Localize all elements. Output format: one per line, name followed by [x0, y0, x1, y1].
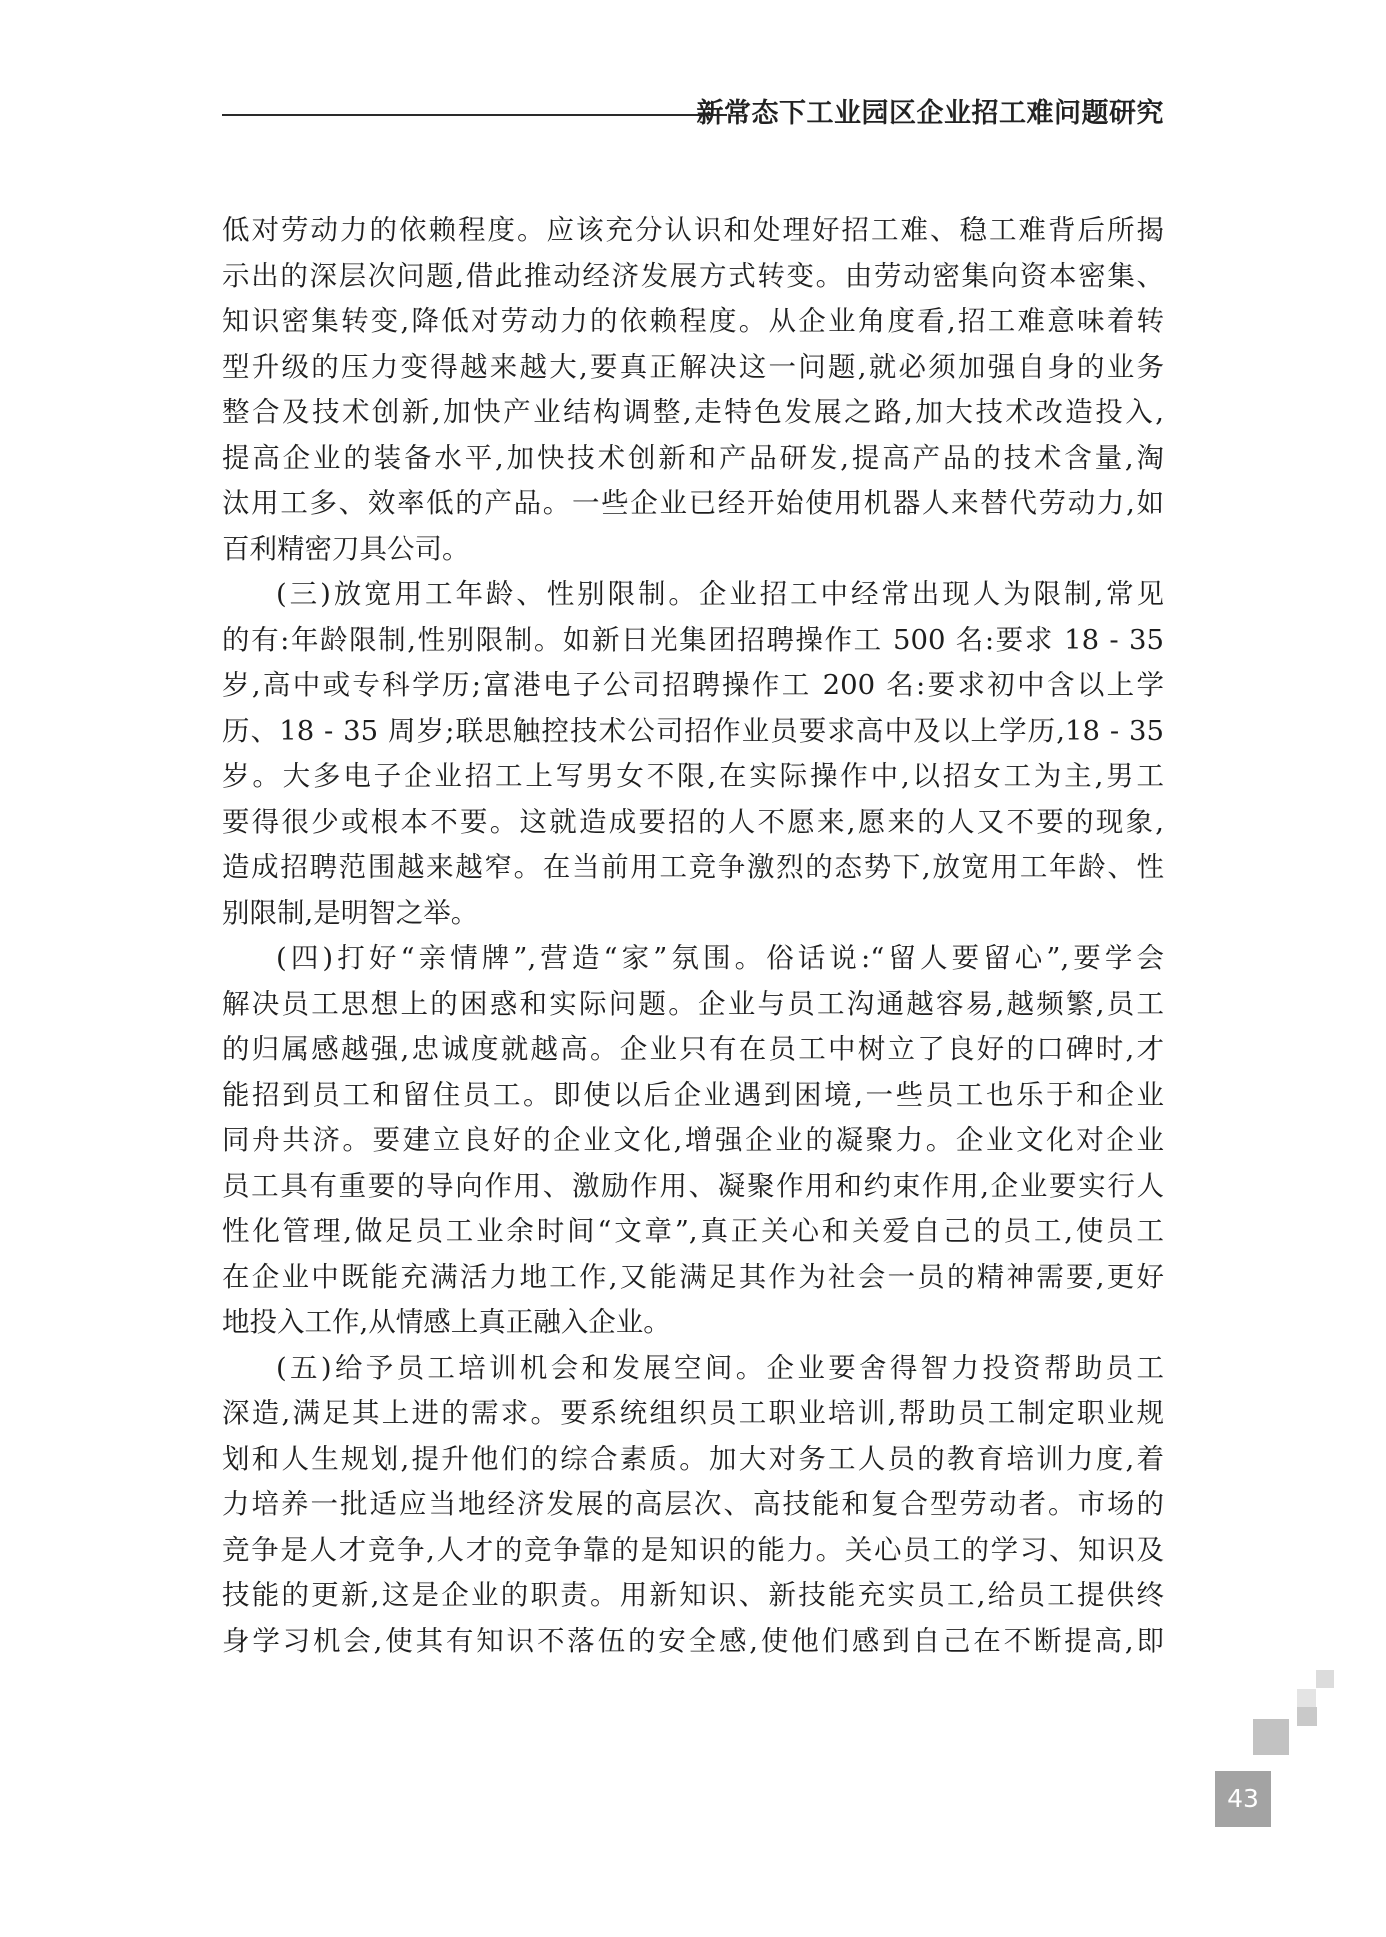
text-line: 技能的更新,这是企业的职责。用新知识、新技能充实员工,给员工提供终: [222, 1579, 1164, 1611]
text-line: 别限制,是明智之举。: [222, 896, 479, 929]
text-line: 员工具有重要的导向作用、激励作用、凝聚作用和约束作用,企业要实行人: [222, 1169, 1164, 1202]
text-line: 汰用工多、效率低的产品。一些企业已经开始使用机器人来替代劳动力,如: [222, 487, 1164, 519]
text-line: (五)给予员工培训机会和发展空间。企业要舍得智力投资帮助员工: [276, 1351, 1164, 1384]
text-line: 知识密集转变,降低对劳动力的依赖程度。从企业角度看,招工难意味着转: [222, 305, 1164, 337]
text-line: 划和人生规划,提升他们的综合素质。加大对务工人员的教育培训力度,着: [222, 1442, 1164, 1475]
text-line: 性化管理,做足员工业余时间“文章”,真正关心和关爱自己的员工,使员工: [222, 1215, 1164, 1247]
paragraph-3: [222, 936, 1164, 1346]
text-line: 要得很少或根本不要。这就造成要招的人不愿来,愿来的人又不要的现象,: [222, 805, 1164, 838]
text-line: 提高企业的装备水平,加快技术创新和产品研发,提高产品的技术含量,淘: [222, 441, 1164, 474]
text-line: 的有:年龄限制,性别限制。如新日光集团招聘操作工 500 名:要求 18 - 35: [222, 623, 1164, 656]
text-line: 竞争是人才竞争,人才的竞争靠的是知识的能力。关心员工的学习、知识及: [222, 1533, 1164, 1566]
text-line: 深造,满足其上进的需求。要系统组织员工职业培训,帮助员工制定职业规: [222, 1397, 1164, 1429]
text-line: 示出的深层次问题,借此推动经济发展方式转变。由劳动密集向资本密集、: [222, 259, 1164, 292]
page-number: 43: [1227, 1784, 1259, 1813]
body-text: [222, 208, 1164, 1664]
text-line: 身学习机会,使其有知识不落伍的安全感,使他们感到自己在不断提高,即: [222, 1624, 1164, 1657]
decorative-square: [1297, 1707, 1317, 1726]
paragraph-2: [222, 572, 1164, 936]
header-title: 新常态下工业园区企业招工难问题研究: [696, 98, 1164, 129]
decorative-square: [1297, 1689, 1316, 1708]
header-rule: [222, 114, 727, 116]
paragraph-4: [222, 1346, 1164, 1665]
text-line: (四)打好“亲情牌”,营造“家”氛围。俗话说:“留人要留心”,要学会: [276, 942, 1164, 974]
text-line: 的归属感越强,忠诚度就越高。企业只有在员工中树立了良好的口碑时,才: [222, 1033, 1164, 1065]
text-line: 解决员工思想上的困惑和实际问题。企业与员工沟通越容易,越频繁,员工: [222, 987, 1164, 1020]
page-number-box: [1215, 1771, 1271, 1827]
decorative-square: [1253, 1719, 1289, 1755]
text-line: 百利精密刀具公司。: [222, 532, 470, 565]
text-line: 同舟共济。要建立良好的企业文化,增强企业的凝聚力。企业文化对企业: [222, 1124, 1164, 1156]
text-line: 能招到员工和留住员工。即使以后企业遇到困境,一些员工也乐于和企业: [222, 1078, 1164, 1111]
running-header: [222, 95, 1164, 135]
paragraph-1: [222, 208, 1164, 572]
text-line: (三)放宽用工年龄、性别限制。企业招工中经常出现人为限制,常见: [276, 578, 1164, 610]
text-line: 型升级的压力变得越来越大,要真正解决这一问题,就必须加强自身的业务: [222, 350, 1164, 383]
text-line: 岁。大多电子企业招工上写男女不限,在实际操作中,以招女工为主,男工: [222, 760, 1164, 792]
text-line: 整合及技术创新,加快产业结构调整,走特色发展之路,加大技术改造投入,: [222, 396, 1164, 428]
text-line: 在企业中既能充满活力地工作,又能满足其作为社会一员的精神需要,更好: [222, 1260, 1164, 1293]
decorative-square: [1316, 1670, 1334, 1688]
text-line: 造成招聘范围越来越窄。在当前用工竞争激烈的态势下,放宽用工年龄、性: [222, 851, 1164, 883]
text-line: 低对劳动力的依赖程度。应该充分认识和处理好招工难、稳工难背后所揭: [222, 214, 1164, 246]
text-line: 历、18 - 35 周岁;联思触控技术公司招作业员要求高中及以上学历,18 - 35: [222, 714, 1164, 747]
text-line: 地投入工作,从情感上真正融入企业。: [222, 1306, 671, 1338]
text-line: 岁,高中或专科学历;富港电子公司招聘操作工 200 名:要求初中含以上学: [222, 669, 1164, 701]
text-line: 力培养一批适应当地经济发展的高层次、高技能和复合型劳动者。市场的: [222, 1488, 1164, 1520]
